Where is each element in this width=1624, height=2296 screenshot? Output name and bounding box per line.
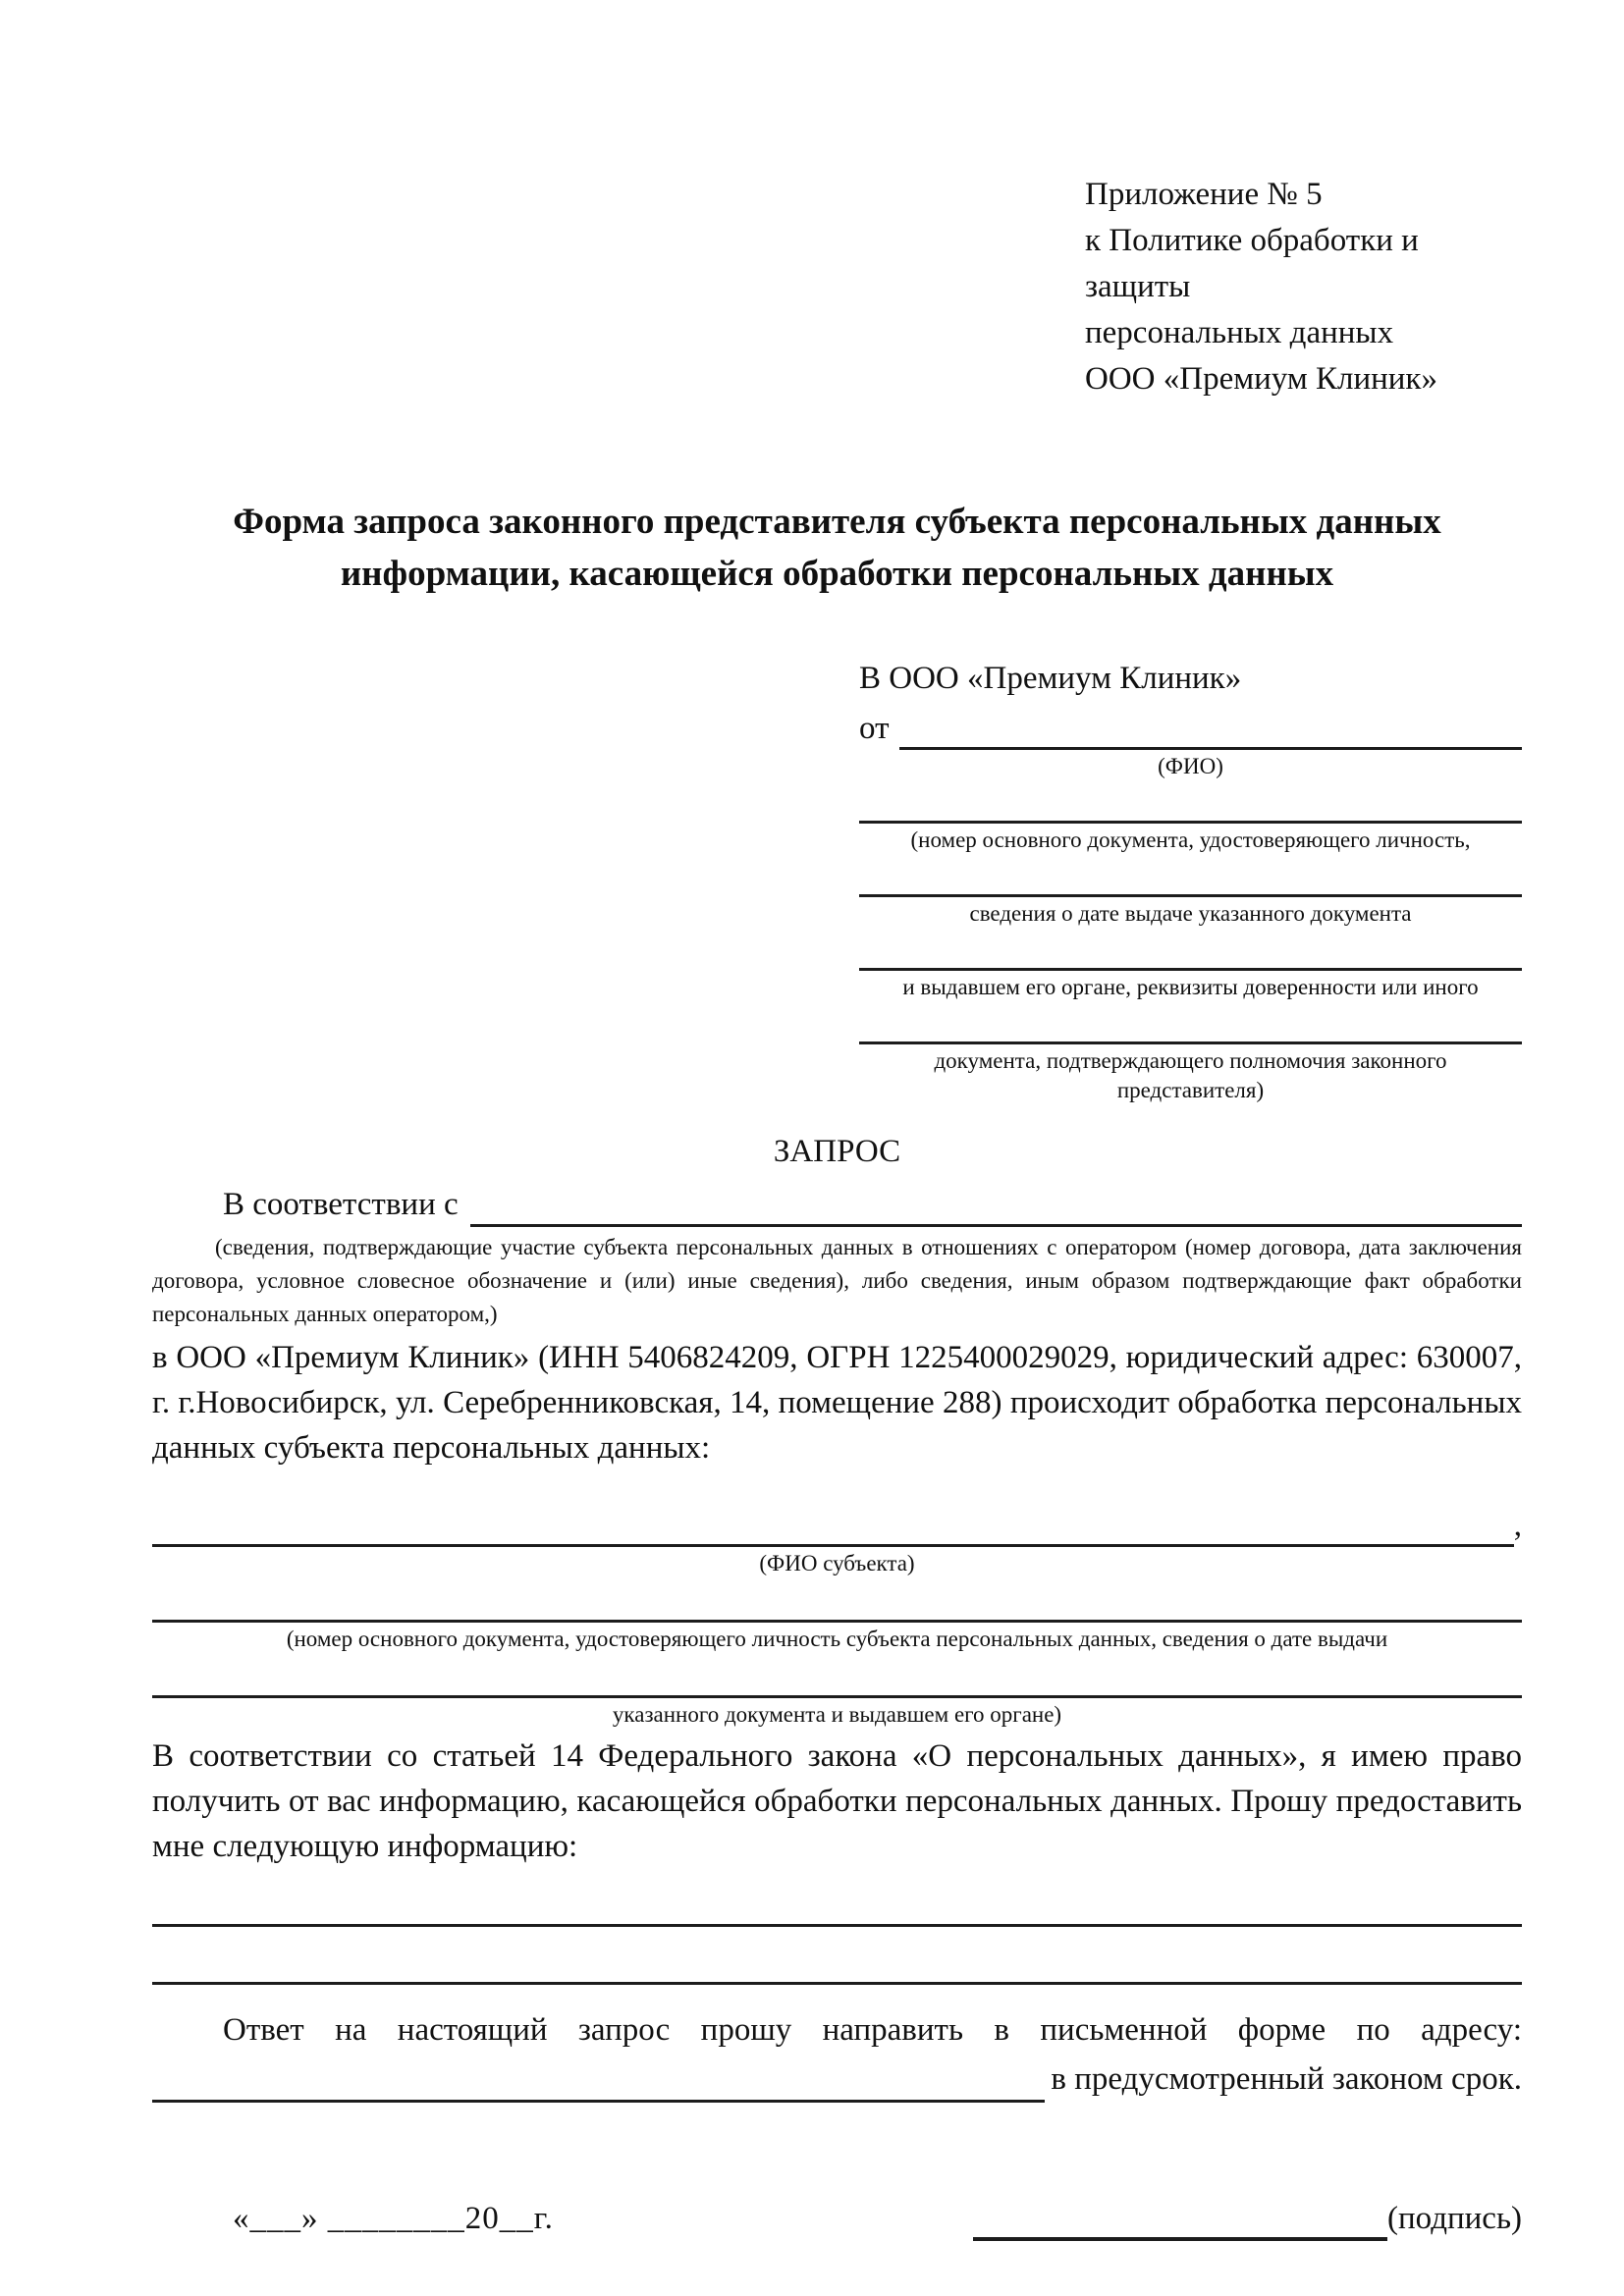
signature-caption: (подпись) [1387, 2201, 1522, 2236]
info-blank-line-2 [152, 1982, 1522, 1985]
operator-paragraph: в ООО «Премиум Клиник» (ИНН 5406824209, ОГРН 1225400029029, юридический адрес: 630007, г. г.Новосибирск, ул. Серебренниковская, 14, помещение 288) происходит обработка персональных данных субъекта персональных данных: [152, 1340, 1522, 1466]
representative-doc-line-2 [859, 894, 1522, 897]
representative-doc-caption-3: и выдавшем его органе, реквизиты доверенности или иного [902, 975, 1479, 999]
document-title: Форма запроса законного представителя субъекта персональных данных информации, касающейся обработки персональных данных [233, 502, 1441, 594]
subject-comma: , [1513, 1508, 1522, 1543]
representative-doc-line-1 [859, 821, 1522, 824]
addressee-block [859, 657, 1522, 1105]
signature-line [973, 2202, 1387, 2241]
representative-doc-caption-4: документа, подтверждающего полномочия законного представителя) [934, 1048, 1447, 1102]
addressee-to: В ООО «Премиум Клиник» [859, 661, 1242, 696]
representative-doc-line-3 [859, 968, 1522, 971]
footer-row [152, 2196, 1522, 2241]
subject-doc-line-1 [152, 1620, 1522, 1623]
info-blank-line-1 [152, 1924, 1522, 1927]
response-tail: в предусмотренный законом срок. [1051, 2061, 1522, 2097]
subject-fio-row [152, 1504, 1522, 1547]
response-address-row [152, 2056, 1522, 2103]
fio-caption: (ФИО) [1158, 754, 1223, 778]
fio-field-line [899, 711, 1523, 750]
request-intro-row [152, 1182, 1522, 1227]
subject-fio-caption: (ФИО субъекта) [759, 1551, 915, 1575]
intro-label: В соответствии с [223, 1187, 459, 1222]
request-heading: ЗАПРОС [773, 1134, 901, 1169]
response-address-line [152, 2063, 1045, 2103]
appendix-line: персональных данных [1085, 315, 1394, 350]
appendix-line: к Политике обработки и защиты [1085, 223, 1419, 304]
representative-doc-line-4 [859, 1041, 1522, 1044]
intro-field-line [470, 1188, 1522, 1227]
subject-doc-caption-2: указанного документа и выдавшем его органе) [612, 1702, 1062, 1727]
intro-caption: (сведения, подтверждающие участие субъекта персональных данных в отношениях с оператором (номер договора, дата заключения договора, условное словесное обозначение и (или) иные сведения), либо сведения, иным образом подтверждающие факт обработки персональных данных оператором,) [152, 1235, 1522, 1326]
law-paragraph: В соответствии со статьей 14 Федерального закона «О персональных данных», я имею право получить от вас информацию, касающейся обработки персональных данных. Прошу предоставить мне следующую информацию: [152, 1738, 1522, 1864]
signature-group [973, 2196, 1522, 2241]
subject-fio-line [152, 1508, 1514, 1547]
representative-doc-caption-1: (номер основного документа, удостоверяющего личность, [910, 828, 1471, 852]
appendix-line: ООО «Премиум Клиник» [1085, 361, 1437, 397]
representative-doc-caption-2: сведения о дате выдаче указанного документа [969, 901, 1412, 926]
subject-doc-line-2 [152, 1695, 1522, 1698]
response-paragraph: Ответ на настоящий запрос прошу направить в письменной форме по адресу: [223, 2012, 1522, 2048]
date-field: «___» ________20__г. [233, 2201, 554, 2236]
from-row [859, 707, 1522, 750]
appendix-header [1085, 172, 1522, 402]
from-label: от [859, 711, 890, 746]
subject-doc-caption-1: (номер основного документа, удостоверяющего личность субъекта персональных данных, сведения о дате выдачи [286, 1627, 1388, 1651]
appendix-line: Приложение № 5 [1085, 177, 1323, 212]
